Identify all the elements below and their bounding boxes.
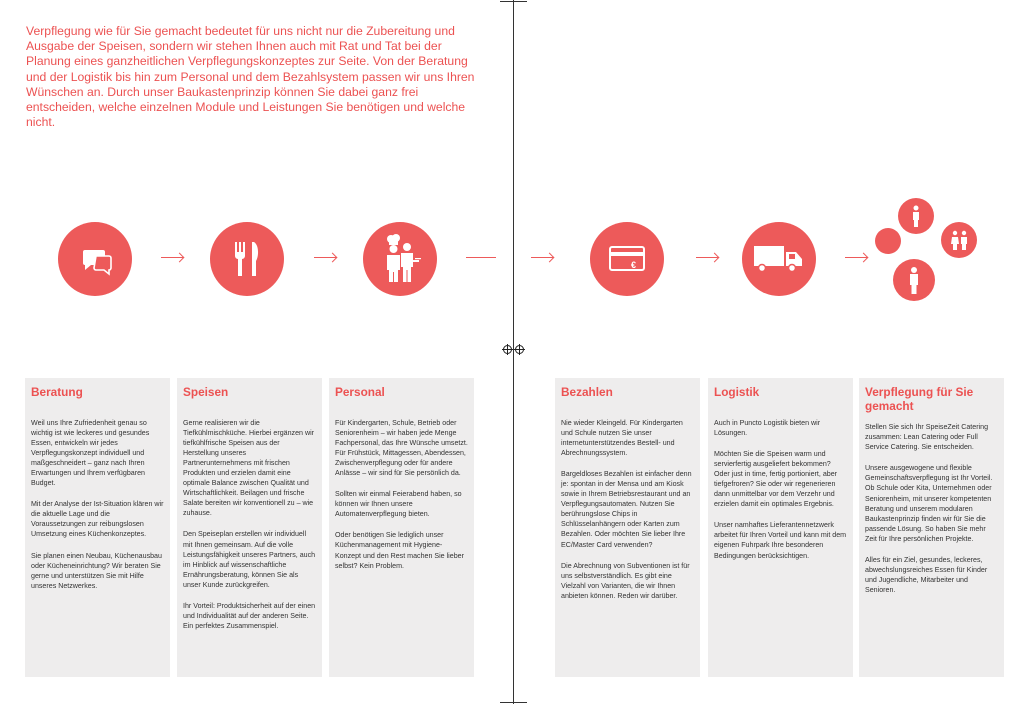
service-card-personal — [329, 378, 474, 677]
service-card-beratung — [25, 378, 170, 677]
card-paragraph: Alles für ein Ziel, gesundes, leckeres, abwechslungsreiches Essen für Kinder und Jugendliche, Mitarbeiter und Senioren. — [865, 556, 988, 595]
arrow-right-icon — [161, 257, 183, 258]
arrow-right-icon — [531, 257, 553, 258]
card-paragraph: Sollten wir einmal Feierabend haben, so können wir Ihnen unsere Automatenverpflegung bieten. — [335, 490, 462, 519]
truck-icon — [742, 222, 816, 296]
card-paragraph: Sie planen einen Neubau, Küchenausbau oder Kücheneinrichtung? Wir beraten Sie gerne und unterstützen Sie mit Hilfe unseres Netzwerkes. — [31, 551, 162, 590]
speech-bubbles-icon — [58, 222, 132, 296]
card-title: Verpflegung für Sie gemacht — [865, 385, 974, 413]
card-paragraph: Gerne realisieren wir die Tiefkühlmischküche. Hierbei ergänzen wir tiefkühlfrische Speisen aus der Herstellung unseres Partnerunternehmens mit frischen Produkten und erzielen damit eine optimale Balance zwischen Qualität und Wirtschaftlichkeit. Beilagen und frische Salate bereiten wir konventionell zu – wie zuhause. — [183, 418, 315, 518]
card-paragraph: Möchten Sie die Speisen warm und servierfertig ausgeliefert bekommen? Oder just in time, fertig portioniert, aber tiefgefroren? Sie oder wir regenerieren dann unmittelbar vor dem Verzehr und erzielen damit ein optimales Ergebnis. — [714, 449, 838, 509]
crop-mark — [500, 702, 527, 703]
card-paragraph: Ihr Vorteil: Produktsicherheit auf der einen und Individualität auf der anderen Seite. Ein perfektes Zusammenspiel. — [183, 602, 316, 631]
card-paragraph: Unser namhaftes Lieferantennetzwerk arbeitet für Ihren Vorteil und kann mit dem eigenen Fuhrpark Ihre besonderen Bedingungen berücksichtigen. — [714, 521, 847, 560]
card-title: Speisen — [183, 385, 229, 399]
arrow-right-icon — [696, 257, 718, 258]
card-title: Personal — [335, 385, 385, 399]
card-paragraph: Die Abrechnung von Subventionen ist für uns selbstverständlich. Es gibt eine Vielzahl von Varianten, die wir Ihnen anbieten können. Reden wir darüber. — [561, 561, 690, 600]
card-paragraph: Nie wieder Kleingeld. Für Kindergarten und Schule nutzen Sie unser internetunterstützendes Bestell- und Abrechnungssystem. — [561, 418, 683, 457]
service-card-verpflegung — [859, 378, 1004, 677]
connector-line — [466, 257, 496, 258]
service-card-speisen — [177, 378, 322, 677]
card-paragraph: Bargeldloses Bezahlen ist einfacher denn je: spontan in der Mensa und am Kiosk sowie in Ihrem Betriebsrestaurant und an Verpflegungsautomaten. Nutzen Sie berührungslose Chips in Schlüsselanhängern oder Karten zum Bezahlen. Oder möchten Sie lieber Ihre EC/Master Card verwenden? — [561, 469, 692, 549]
fork-knife-icon — [210, 222, 284, 296]
intro-paragraph: Verpflegung wie für Sie gemacht bedeutet für uns nicht nur die Zubereitung und Ausgabe der Speisen, sondern wir stehen Ihnen auch mit Rat und Tat bei der Planung eines ganzheitlichen Verpflegungskonzeptes zur Seite. Von der Beratung und der Logistik bis hin zum Personal und dem Bezahlsystem passen wir uns Ihren Wünschen an. Durch unser Baukastenprinzip können Sie dabei ganz frei entscheiden, welche einzelnen Module und Leistungen Sie benötigen und welche nicht. — [26, 24, 475, 130]
chef-waiter-icon — [363, 222, 437, 296]
credit-card-euro-icon — [590, 222, 664, 296]
card-paragraph: Auch in Puncto Logistik bieten wir Lösungen. — [714, 418, 821, 437]
couple-icon — [941, 222, 977, 258]
page-gutter-line — [513, 0, 514, 704]
card-paragraph: Den Speiseplan erstellen wir individuell mit Ihnen gemeinsam. Auf die volle Leistungsfähigkeit unseres Partners, auch im Hinblick auf wissenschaftliche Ernährungsberatung, können Sie als unser Kunde zurückgreifen. — [183, 530, 316, 589]
arrow-right-icon — [845, 257, 867, 258]
card-paragraph: Mit der Analyse der Ist-Situation klären wir die aktuelle Lage und die Voraussetzungen zur reibungslosen Umsetzung eines Küchenkonzeptes. — [31, 500, 164, 539]
card-title: Bezahlen — [561, 385, 613, 399]
svg-text:€: € — [631, 260, 637, 270]
registration-mark-icon — [515, 345, 524, 354]
card-paragraph: Für Kindergarten, Schule, Betrieb oder Seniorenheim – wir haben jede Menge Fachpersonal, das Ihre Wünsche umsetzt. Für Frühstück, Mittagessen, Abendessen, Zwischenverpflegung oder für andere Anlässe – wir sind für Sie persönlich da. — [335, 418, 468, 477]
card-paragraph: Weil uns Ihre Zufriedenheit genau so wichtig ist wie leckeres und gesundes Essen, entwickeln wir jedes Verpflegungskonzept individuell und maßgeschneidert – ganz nach Ihren Erwartungen und Ihrem verfügbaren Budget. — [31, 418, 150, 488]
service-card-logistik — [708, 378, 853, 677]
arrow-right-icon — [314, 257, 336, 258]
service-card-bezahlen — [555, 378, 700, 677]
card-paragraph: Oder benötigen Sie lediglich unser Küchenmanagement mit Hygiene-Konzept und den Rest machen Sie lieber selbst? Kein Problem. — [335, 531, 464, 570]
card-title: Logistik — [714, 385, 760, 399]
registration-mark-icon — [503, 345, 512, 354]
card-title: Beratung — [31, 385, 83, 399]
small-circle-decor — [875, 228, 901, 254]
crop-mark — [500, 1, 527, 2]
card-paragraph: Stellen Sie sich Ihr SpeiseZeit Catering zusammen: Lean Catering oder Full Service Catering. Sie entscheiden. — [865, 423, 989, 452]
person-icon — [893, 259, 935, 301]
person-icon — [898, 198, 934, 234]
card-paragraph: Unsere ausgewogene und flexible Gemeinschaftsverpflegung ist Ihr Vorteil. Ob Schule oder Kita, Unternehmen oder Seniorenheim, mit unserer kompetenten Beratung und unserem modularen Baukastenprinzip finden wir für Sie die passende Lösung. So haben Sie mehr Zeit für Ihre persönlichen Projekte. — [865, 464, 993, 543]
